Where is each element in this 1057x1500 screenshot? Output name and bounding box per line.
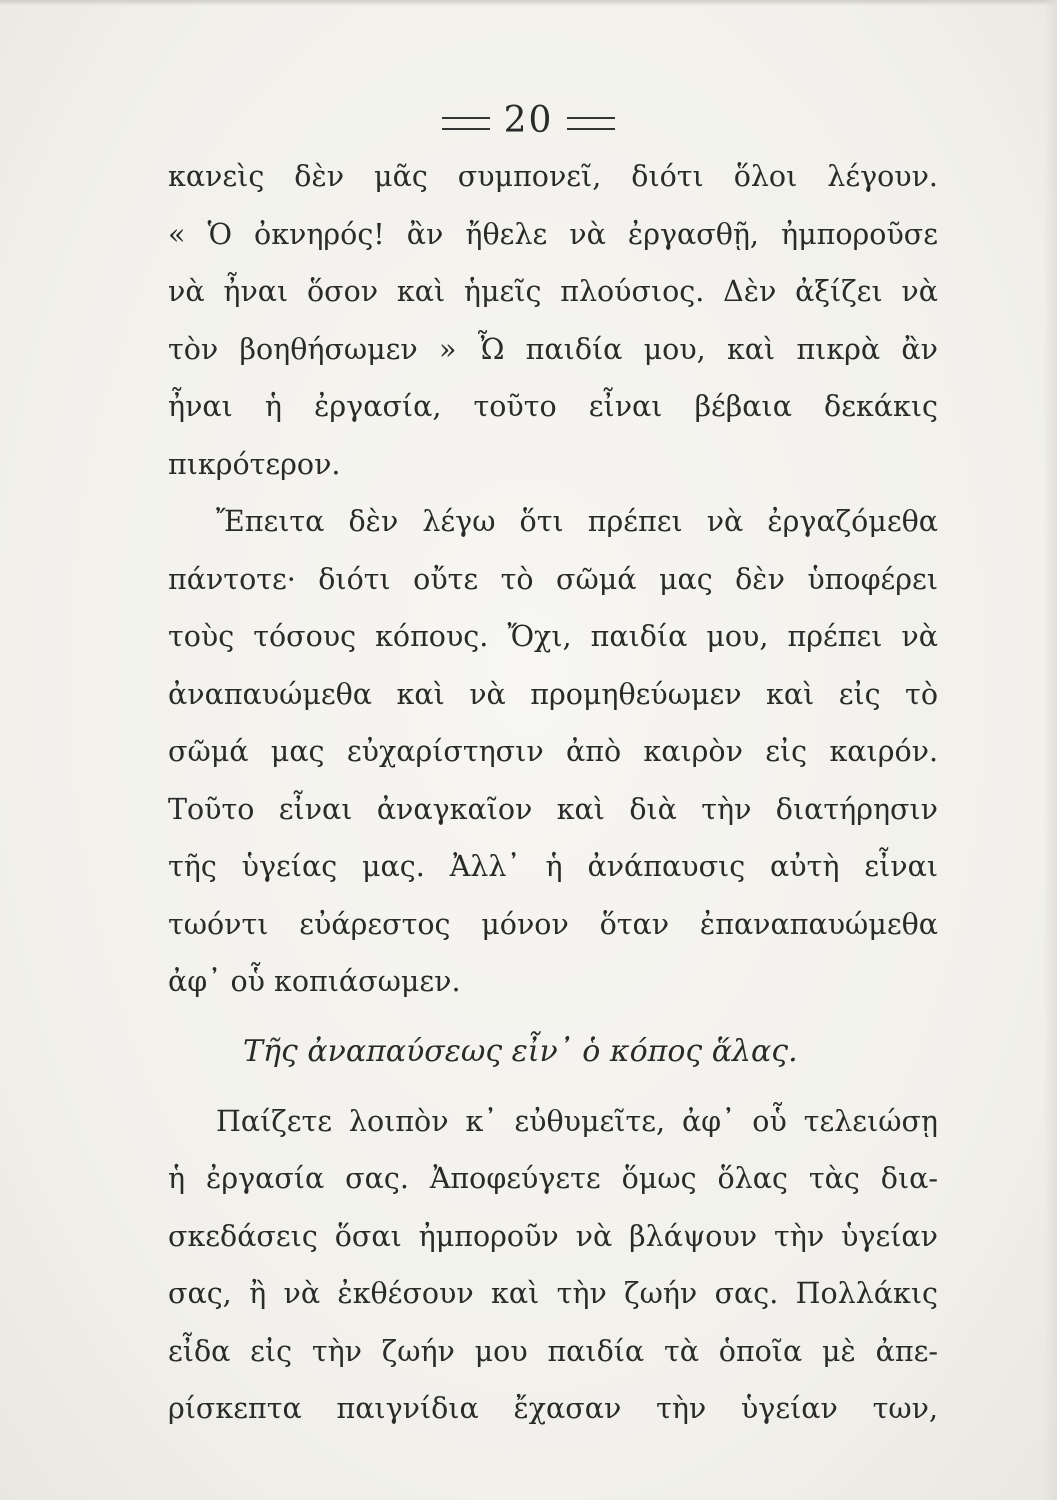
page-top-edge: [0, 0, 1057, 6]
page-right-edge: [1043, 0, 1057, 1500]
text-line: κανεὶς δὲν μᾶς συμπονεῖ, διότι ὅλοι λέγουν.: [168, 160, 938, 193]
text-line: εἶδα εἰς τὴν ζωήν μου παιδία τὰ ὁποῖα μὲ ἀπε-: [168, 1334, 938, 1368]
text-line: τῆς ὑγείας μας. Ἀλλ᾽ ἡ ἀνάπαυσις αὐτὴ εἶναι: [168, 850, 938, 883]
page-number: 20: [503, 100, 554, 141]
text-line: τοὺς τόσους κόπους. Ὄχι, παιδία μου, πρέπει νὰ: [168, 620, 938, 653]
text-line: Ἔπειτα δὲν λέγω ὅτι πρέπει νὰ ἐργαζόμεθα: [216, 505, 938, 538]
text-line: ἡ ἐργασία σας. Ἀποφεύγετε ὅμως ὅλας τὰς δια-: [168, 1162, 938, 1195]
text-line: ἀναπαυώμεθα καὶ νὰ προμηθεύωμεν καὶ εἰς τὸ: [168, 677, 938, 711]
text-line: Τοῦτο εἶναι ἀναγκαῖον καὶ διὰ τὴν διατήρησιν: [168, 792, 938, 826]
body-text: [168, 148, 938, 1438]
text-line: ἀφ᾽ οὗ κοπιάσωμεν.: [168, 965, 461, 998]
epigraph: Τῆς ἀναπαύσεως εἶν᾽ ὁ κόπος ἅλας.: [243, 1033, 798, 1069]
text-line: πάντοτε· διότι οὔτε τὸ σῶμά μας δὲν ὑποφέρει: [168, 562, 938, 596]
text-line: τὸν βοηθήσωμεν » Ὦ παιδία μου, καὶ πικρὰ ἂν: [168, 332, 938, 366]
text-line: σῶμά μας εὐχαρίστησιν ἀπὸ καιρὸν εἰς καιρόν.: [168, 735, 938, 768]
text-line: τωόντι εὐάρεστος μόνον ὅταν ἐπαναπαυώμεθα: [168, 907, 938, 941]
text-line: Παίζετε λοιπὸν κ᾽ εὐθυμεῖτε, ἀφ᾽ οὗ τελειώσῃ: [216, 1104, 938, 1138]
text-line: σας, ἢ νὰ ἐκθέσουν καὶ τὴν ζωήν σας. Πολλάκις: [168, 1277, 938, 1310]
header-rule-left: [442, 117, 490, 130]
header-rule-right: [567, 117, 615, 130]
text-line: ρίσκεπτα παιγνίδια ἔχασαν τὴν ὑγείαν των,: [168, 1392, 938, 1425]
text-line: σκεδάσεις ὅσαι ἠμποροῦν νὰ βλάψουν τὴν ὑγείαν: [168, 1219, 938, 1253]
text-line: ἦναι ἡ ἐργασία, τοῦτο εἶναι βέβαια δεκάκις: [168, 390, 938, 423]
text-line: « Ὁ ὀκνηρός! ἂν ἤθελε νὰ ἐργασθῇ, ἠμποροῦσε: [168, 217, 938, 251]
page-header: [0, 100, 1057, 141]
text-line: νὰ ἦναι ὅσον καὶ ἡμεῖς πλούσιος. Δὲν ἀξίζει νὰ: [168, 275, 938, 308]
text-line: πικρότερον.: [168, 447, 341, 481]
